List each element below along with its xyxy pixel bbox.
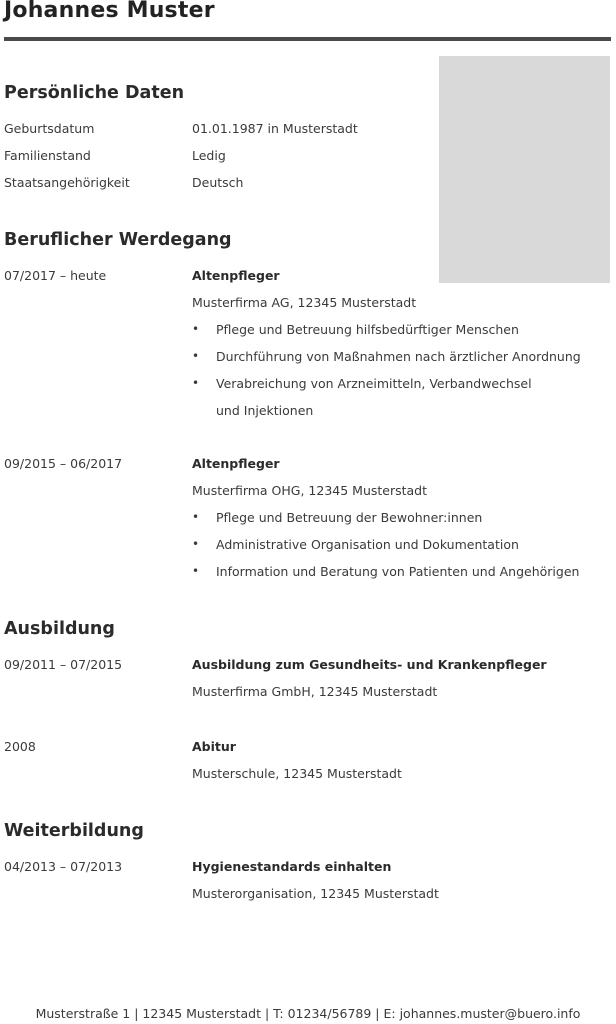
- bullet-icon: •: [192, 537, 200, 551]
- list-item: • Durchführung von Maßnahmen nach ärztlicher Anordnung: [192, 343, 592, 370]
- bullet-icon: •: [192, 349, 200, 363]
- education-period: 2008: [4, 739, 36, 754]
- career-period: 09/2015 – 06/2017: [4, 456, 123, 471]
- career-duties-list: [192, 316, 592, 424]
- career-job-title: Altenpfleger: [192, 456, 280, 471]
- birthdate-value: 01.01.1987 in Musterstadt: [192, 121, 358, 136]
- birthdate-label: Geburtsdatum: [4, 121, 95, 136]
- footer-contact: Musterstraße 1 | 12345 Musterstadt | T: 01234/56789 | E: johannes.muster@buero.info: [35, 1006, 581, 1021]
- bullet-icon: •: [192, 322, 200, 336]
- section-heading-training: Weiterbildung: [4, 821, 144, 841]
- education-institution: Musterschule, 12345 Musterstadt: [192, 766, 402, 781]
- career-period: 07/2017 – heute: [4, 268, 107, 283]
- list-item: • Information und Beratung von Patienten und Angehörigen: [192, 558, 592, 585]
- education-title: Abitur: [192, 739, 236, 754]
- photo-placeholder: [439, 56, 610, 283]
- training-organizer: Musterorganisation, 12345 Musterstadt: [192, 886, 439, 901]
- education-institution: Musterfirma GmbH, 12345 Musterstadt: [192, 684, 438, 699]
- career-employer: Musterfirma OHG, 12345 Musterstadt: [192, 483, 428, 498]
- bullet-icon: •: [192, 564, 200, 578]
- career-duties-list: [192, 504, 592, 585]
- list-item: • Administrative Organisation und Dokumentation: [192, 531, 592, 558]
- bullet-icon: •: [192, 510, 200, 524]
- list-item: • Pflege und Betreuung hilfsbedürftiger Menschen: [192, 316, 592, 343]
- section-heading-personal: Persönliche Daten: [4, 83, 185, 103]
- applicant-name: Johannes Muster: [4, 0, 215, 23]
- list-item: • Verabreichung von Arzneimitteln, Verbandwechsel und Injektionen: [192, 370, 546, 424]
- career-job-title: Altenpfleger: [192, 268, 280, 283]
- section-heading-education: Ausbildung: [4, 619, 115, 639]
- education-title: Ausbildung zum Gesundheits- und Krankenpfleger: [192, 657, 547, 672]
- list-item: • Pflege und Betreuung der Bewohner:innen: [192, 504, 592, 531]
- header-divider: [4, 37, 611, 41]
- education-period: 09/2011 – 07/2015: [4, 657, 123, 672]
- bullet-icon: •: [192, 376, 200, 390]
- marital-status-value: Ledig: [192, 148, 226, 163]
- marital-status-label: Familienstand: [4, 148, 91, 163]
- career-employer: Musterfirma AG, 12345 Musterstadt: [192, 295, 417, 310]
- nationality-value: Deutsch: [192, 175, 244, 190]
- section-heading-career: Beruflicher Werdegang: [4, 230, 232, 250]
- training-period: 04/2013 – 07/2013: [4, 859, 123, 874]
- nationality-label: Staatsangehörigkeit: [4, 175, 130, 190]
- training-title: Hygienestandards einhalten: [192, 859, 392, 874]
